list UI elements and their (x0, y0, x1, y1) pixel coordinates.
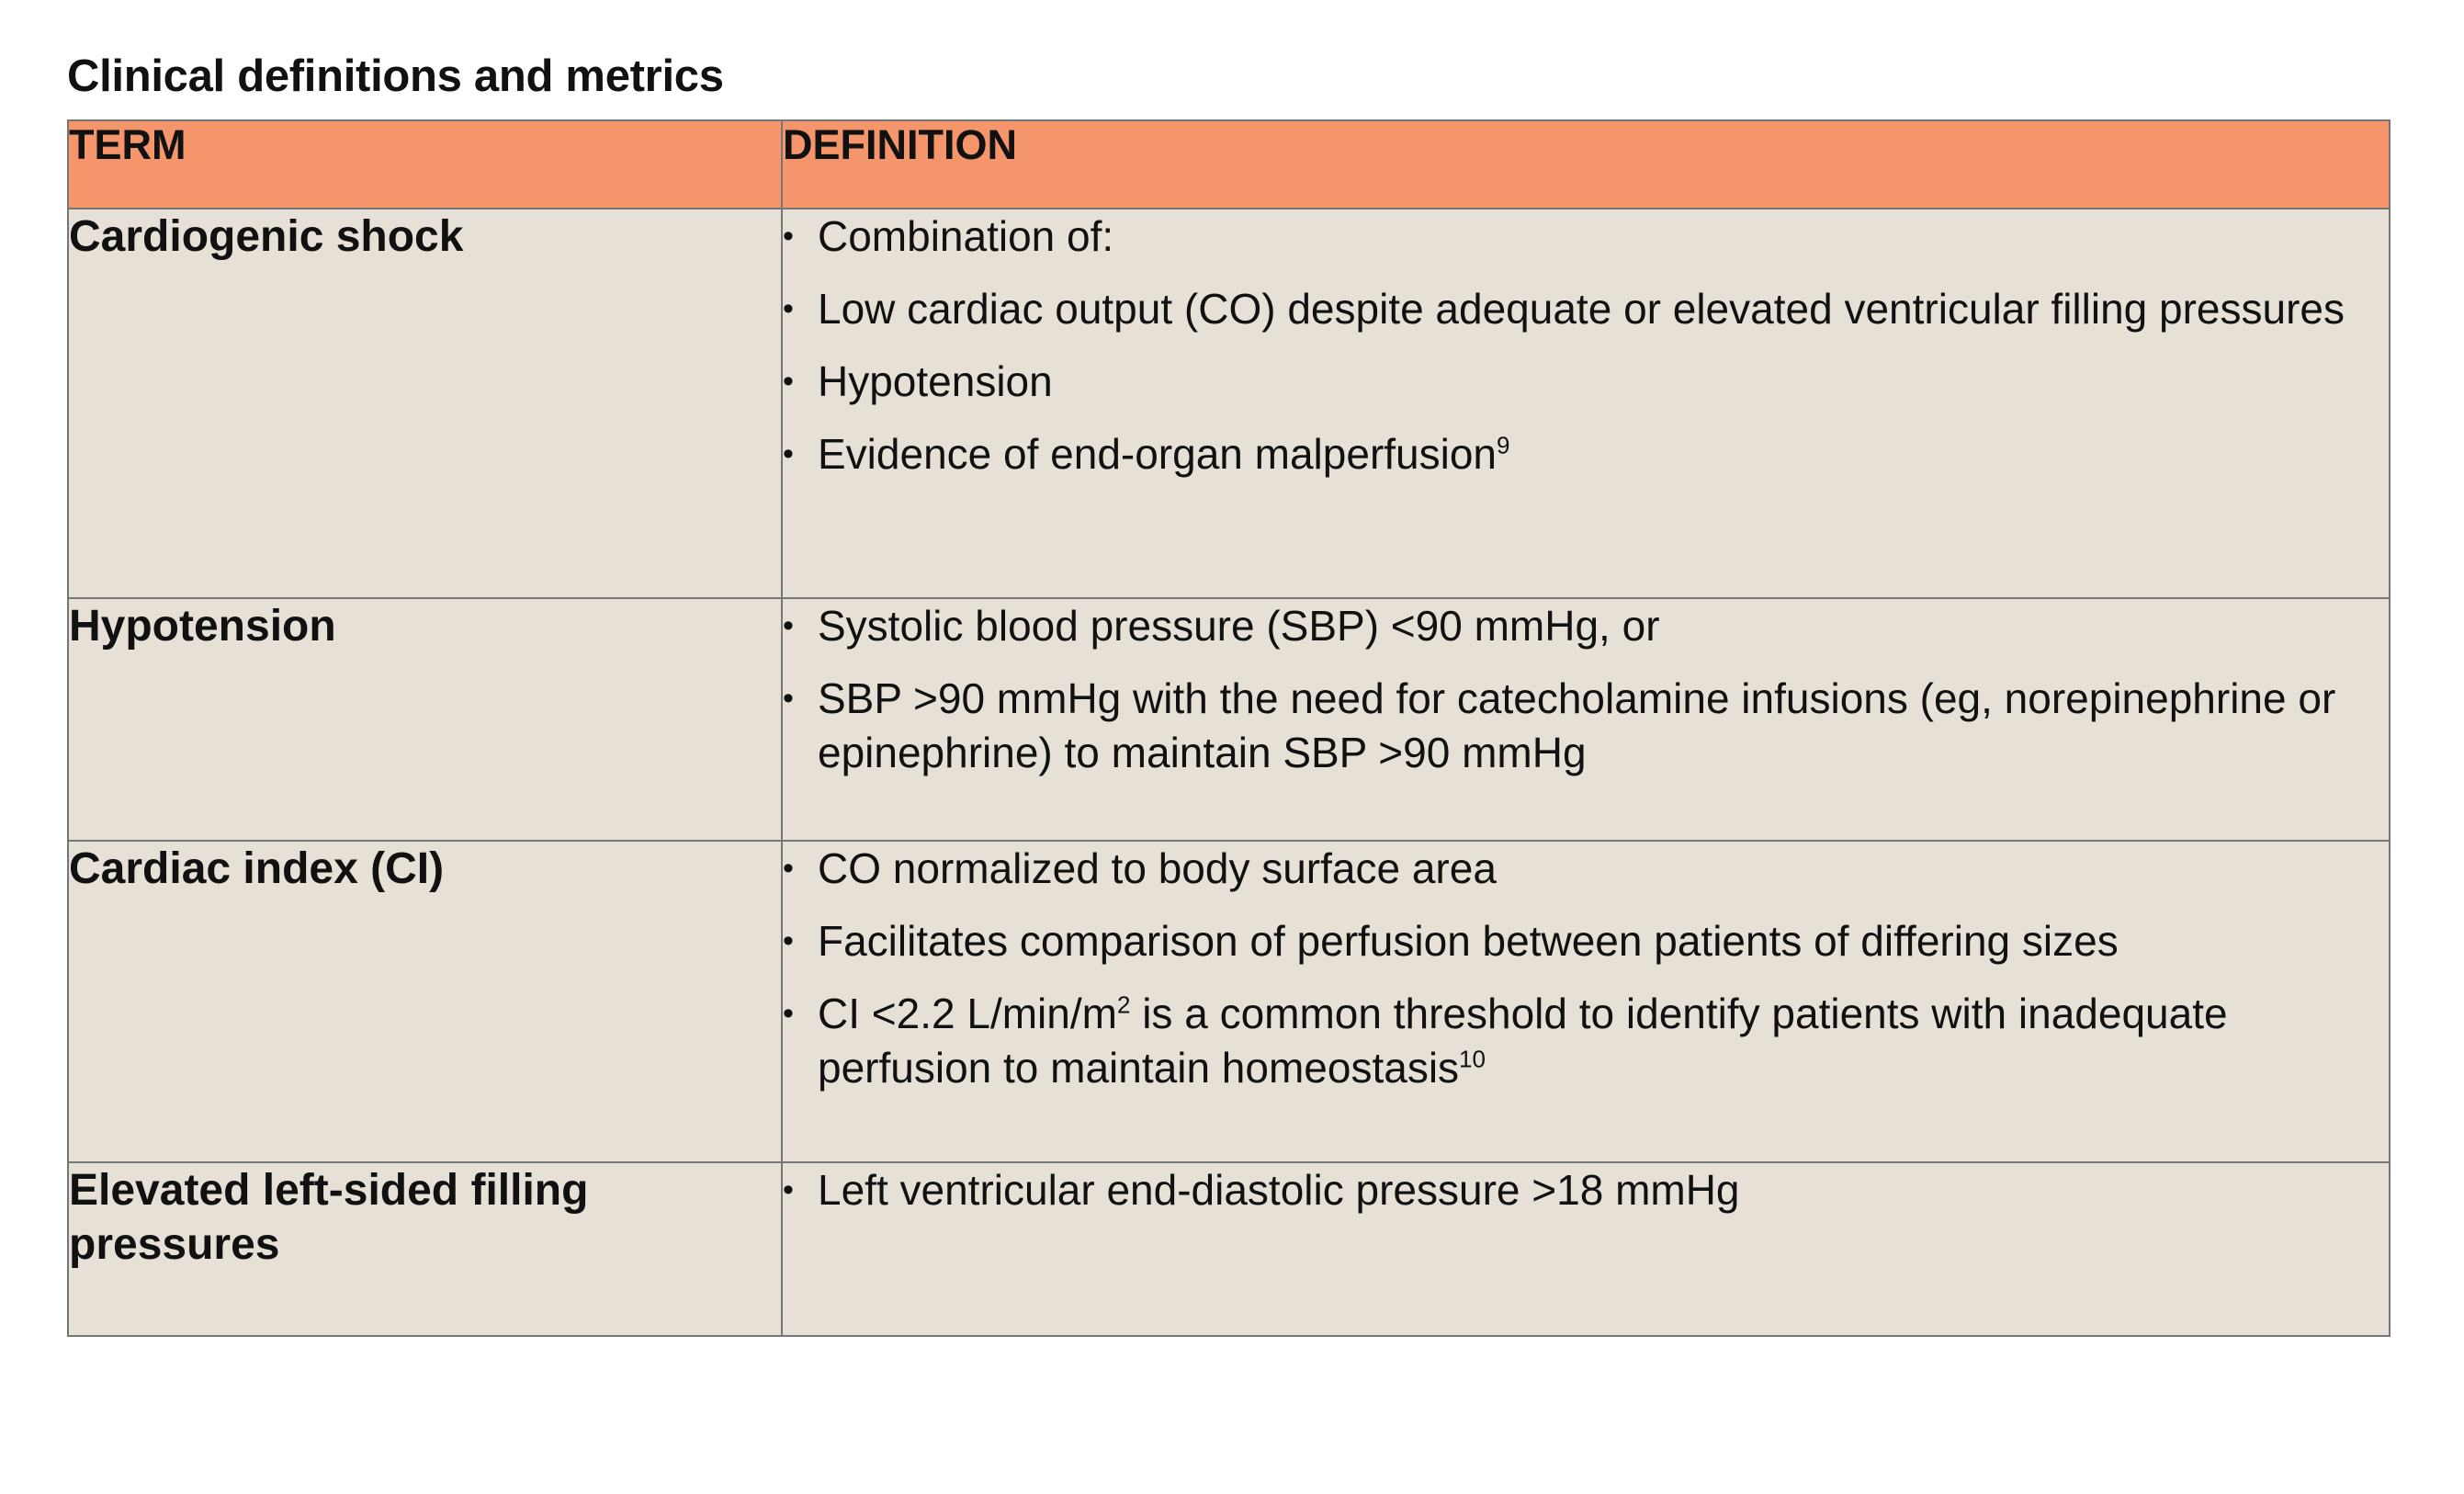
definition-bullet-list (783, 599, 2389, 780)
definition-cell (782, 209, 2390, 598)
reference-superscript: 10 (1459, 1045, 1486, 1073)
table-row (68, 841, 2390, 1162)
table-row (68, 1162, 2390, 1336)
table-row (68, 598, 2390, 841)
definition-bullet: • Systolic blood pressure (SBP) <90 mmHg, or (783, 599, 2389, 653)
definition-bullet: • Combination of: (783, 209, 2389, 264)
term-cell: Elevated left-sided filling pressures (68, 1162, 782, 1336)
definition-bullet: • Low cardiac output (CO) despite adequate or elevated ventricular filling pressures (783, 282, 2389, 336)
definition-cell (782, 1162, 2390, 1336)
table-header-row (68, 120, 2390, 209)
definition-bullet: • CO normalized to body surface area (783, 842, 2389, 896)
definition-cell (782, 598, 2390, 841)
definition-cell (782, 841, 2390, 1162)
column-header-term: TERM (68, 120, 782, 209)
table-row (68, 209, 2390, 598)
definition-bullet-list (783, 842, 2389, 1095)
term-cell: Hypotension (68, 598, 782, 841)
term-cell: Cardiac index (CI) (68, 841, 782, 1162)
definition-bullet: • CI <2.2 L/min/m$^2$ is a common threshold to identify patients with inadequate perfusion to maintain homeostasis$^{10}$ (783, 987, 2389, 1095)
column-header-definition: DEFINITION (782, 120, 2390, 209)
reference-superscript: 9 (1497, 431, 1510, 459)
definitions-table (67, 119, 2391, 1337)
units-superscript: 2 (1116, 990, 1131, 1019)
page-title: Clinical definitions and metrics (67, 51, 724, 101)
definition-bullet: • SBP >90 mmHg with the need for catecholamine infusions (eg, norepinephrine or epinephrine) to maintain SBP >90 mmHg (783, 672, 2389, 780)
term-cell: Cardiogenic shock (68, 209, 782, 598)
definition-bullet: • Left ventricular end-diastolic pressure >18 mmHg (783, 1163, 2389, 1217)
definition-bullet: • Hypotension (783, 355, 2389, 409)
definition-bullet-list (783, 1163, 2389, 1217)
definition-bullet: • Evidence of end-organ malperfusion$^9$ (783, 427, 2389, 481)
definition-bullet-list (783, 209, 2389, 481)
definition-bullet: • Facilitates comparison of perfusion between patients of differing sizes (783, 914, 2389, 968)
